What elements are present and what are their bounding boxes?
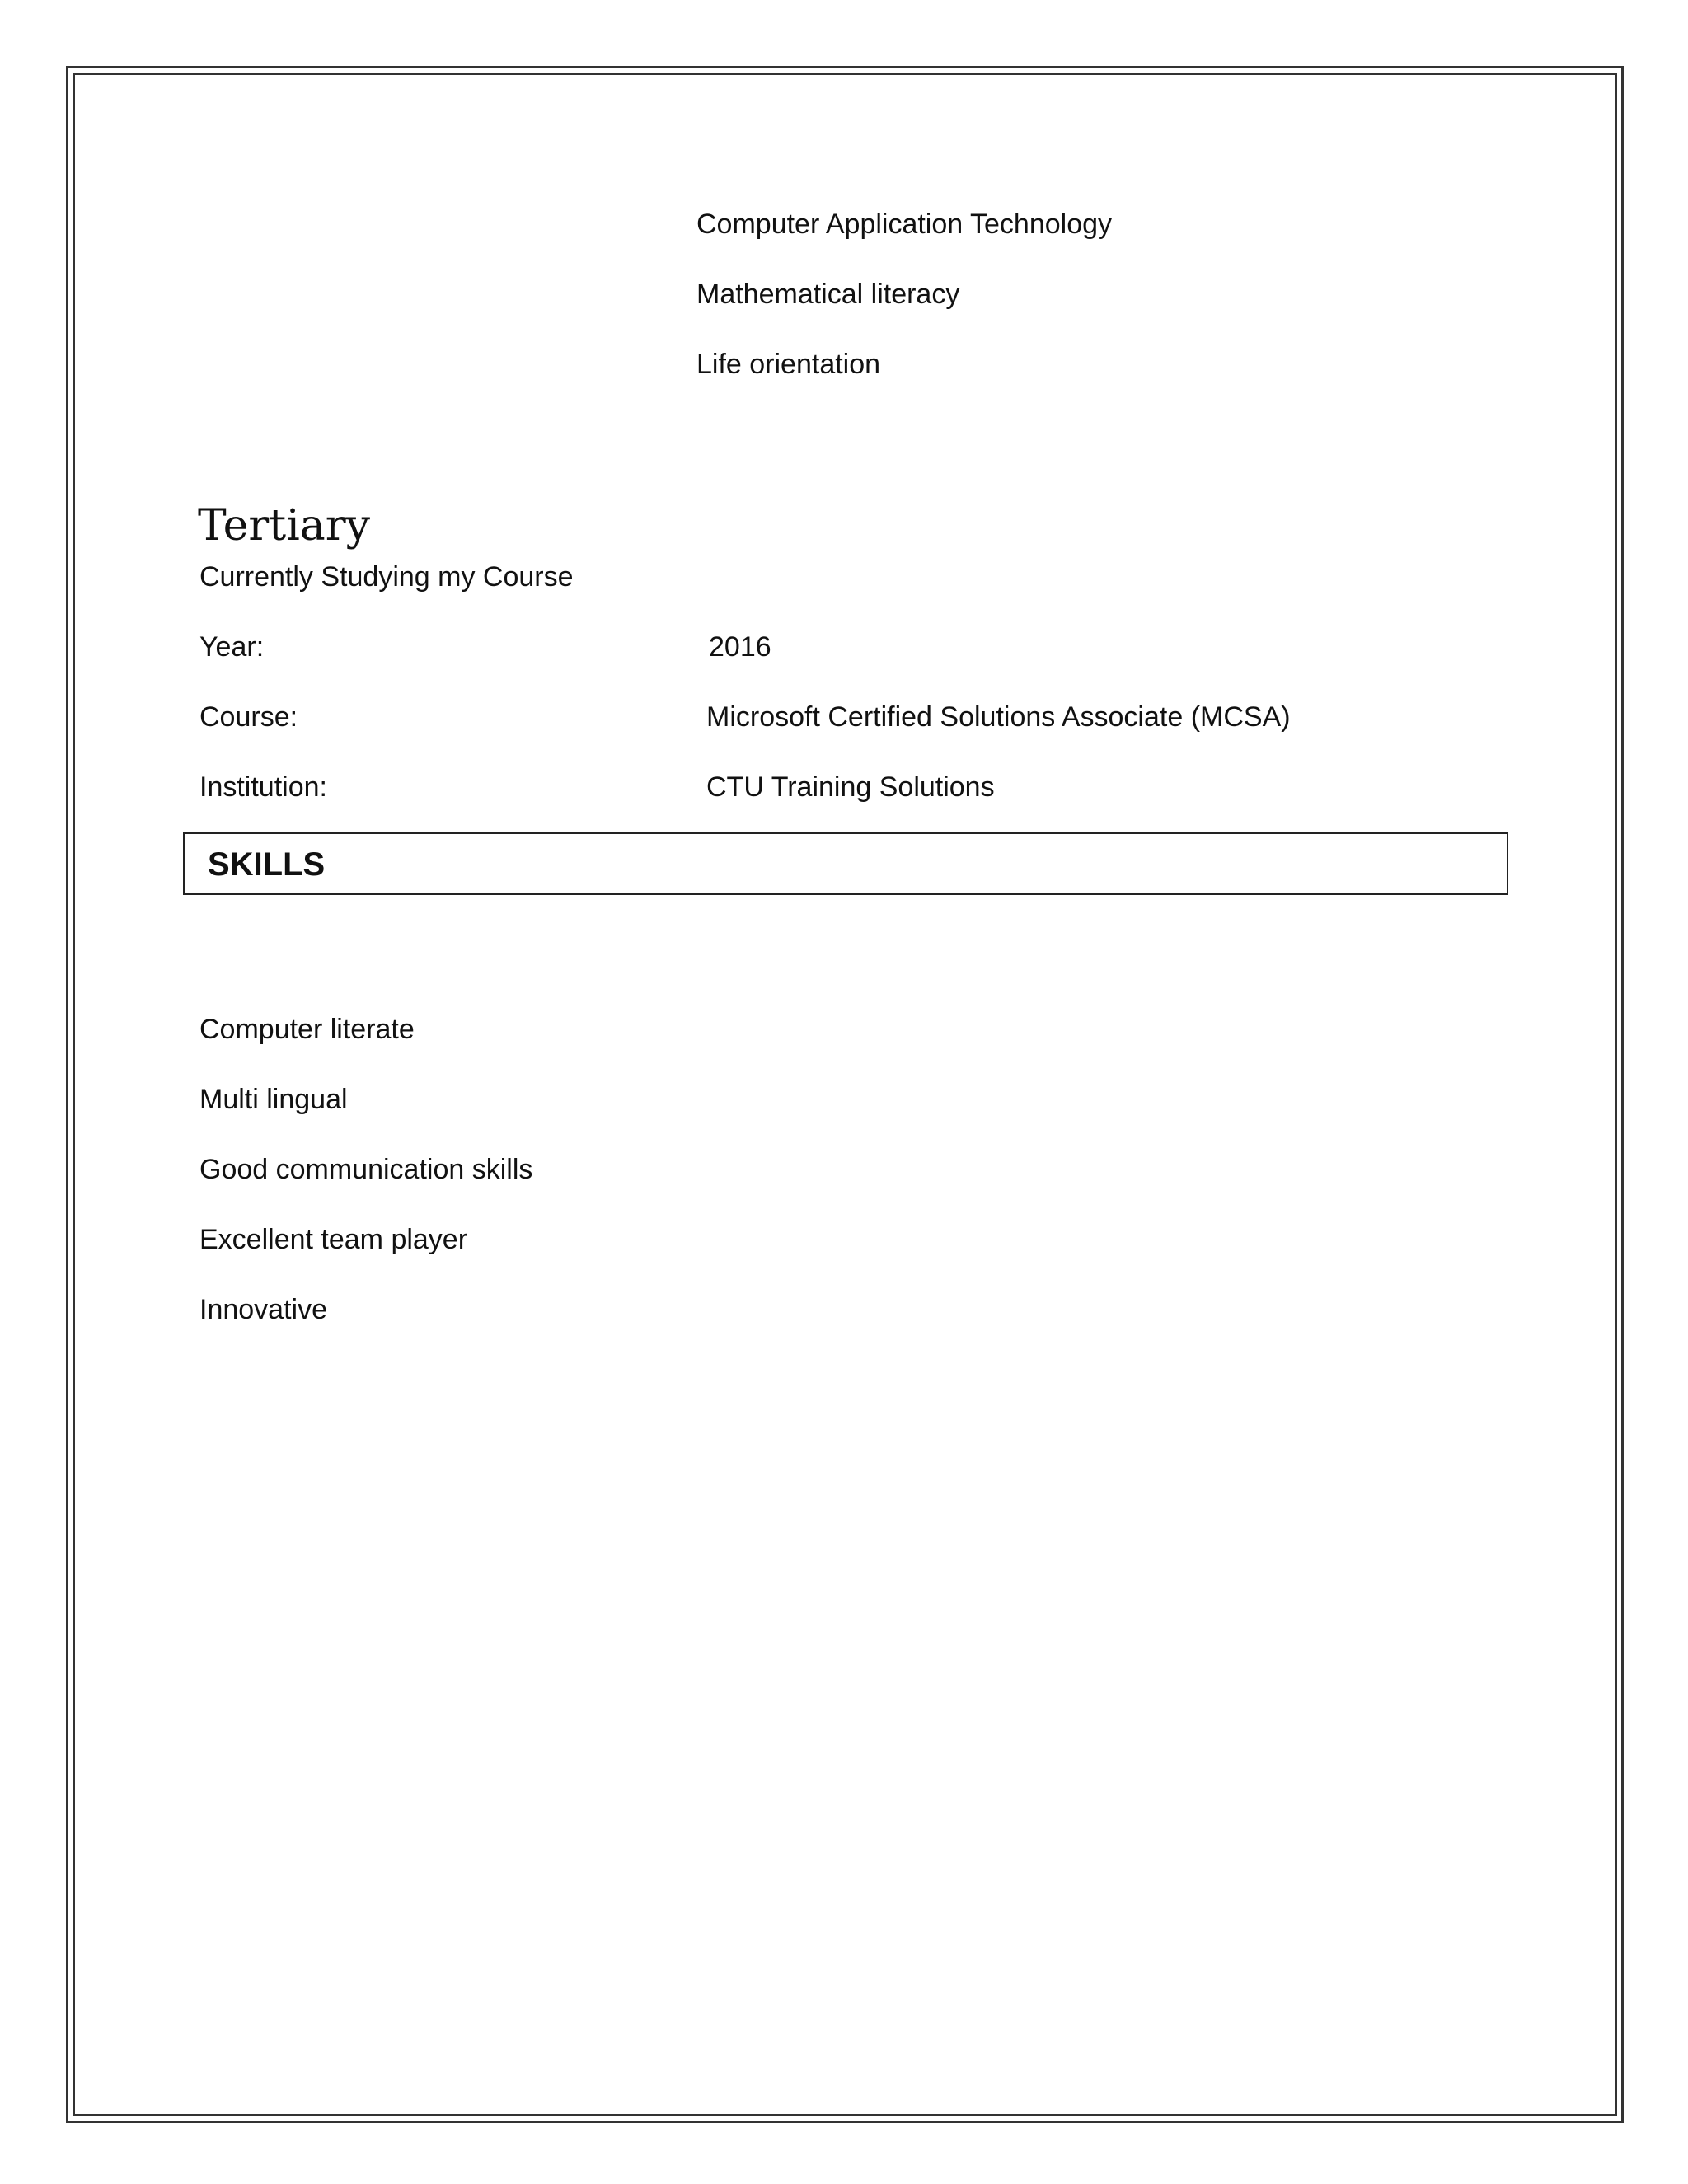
year-label: Year: — [199, 631, 265, 663]
institution-label: Institution: — [199, 771, 327, 803]
skills-section-header — [183, 832, 1508, 895]
subject-item: Life orientation — [696, 349, 881, 380]
skill-item: Excellent team player — [199, 1224, 468, 1255]
institution-value: CTU Training Solutions — [706, 771, 995, 803]
course-value: Microsoft Certified Solutions Associate (MCSA) — [706, 701, 1291, 733]
course-label: Course: — [199, 701, 298, 733]
skill-item: Innovative — [199, 1294, 327, 1325]
tertiary-subtitle: Currently Studying my Course — [199, 561, 574, 593]
skill-item: Computer literate — [199, 1014, 415, 1045]
skill-item: Multi lingual — [199, 1084, 348, 1115]
tertiary-heading: Tertiary — [198, 501, 371, 551]
subject-item: Computer Application Technology — [696, 209, 1113, 240]
year-value: 2016 — [709, 631, 771, 663]
subject-item: Mathematical literacy — [696, 279, 960, 310]
skills-title: SKILLS — [208, 846, 326, 883]
skill-item: Good communication skills — [199, 1154, 533, 1185]
